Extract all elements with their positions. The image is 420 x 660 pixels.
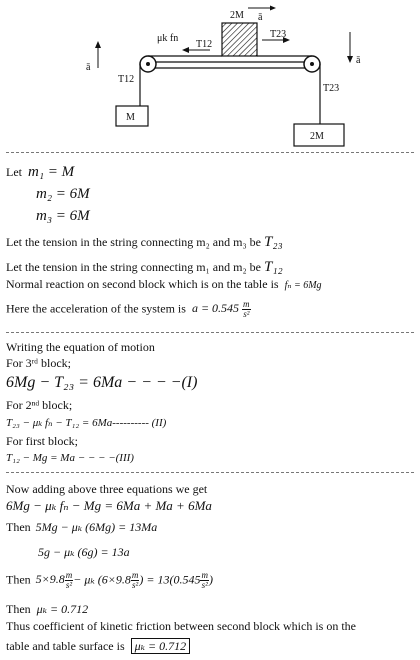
then-line-2: Then 5×9.8 $\frac{m}{\text{s²}}$ − μₖ (6×9.8 $\frac{m}{\text{s²}}$ ) = 13(0.545 $\frac{m}{\text{s²}}$ ) — [6, 570, 213, 590]
sum-equation: 6Mg − μₖ fₙ − Mg = 6Ma + Ma + 6Ma — [6, 498, 212, 513]
final-answer-box: μₖ = 0.712 — [131, 638, 191, 654]
normal-line: Normal reaction on second block which is on the table is fₙ = 6Mg — [6, 277, 322, 291]
pulley-diagram — [0, 0, 420, 150]
m1-def: m₁ = M — [28, 164, 75, 180]
five-g-equation: 5g − μₖ (6g) = 13a — [38, 545, 130, 559]
let-label: Let — [6, 165, 22, 179]
right-accel-label: ā — [356, 55, 361, 66]
right-block-mass: 2M — [310, 131, 324, 142]
t12-symbol: T₁₂ — [263, 259, 283, 275]
equation-two: T₂₃ − μₖ fₙ − T₁₂ = 6Ma---------- (II) — [6, 417, 167, 429]
for-first-block: For first block; — [6, 434, 78, 448]
accel-line: Here the acceleration of the system is a = 0.545 $\frac{m}{\text{s²}}$ — [6, 299, 250, 319]
t23-right-label: T23 — [323, 83, 340, 94]
t12-top-label: T12 — [196, 39, 213, 50]
writing-heading: Writing the equation of motion — [6, 340, 155, 354]
adding-line: Now adding above three equations we get — [6, 482, 208, 496]
t23-symbol: T₂₃ — [263, 234, 283, 250]
tension12-line: Let the tension in the string connecting m₁ and m₂ be T₁₂ — [6, 259, 283, 275]
top-block-mass: 2M — [230, 10, 244, 21]
then-equation-1: 5Mg − μₖ (6Mg) = 13Ma — [35, 520, 158, 534]
answer-line: table and table surface is μₖ = 0.712 — [6, 639, 190, 654]
unit-frac-2: $\frac{m}{\text{s²}}$ — [131, 570, 139, 590]
top-block — [222, 23, 257, 56]
then-line-3: Then μₖ = 0.712 — [6, 602, 89, 616]
left-accel-label: ā — [86, 62, 91, 73]
divider-bottom — [6, 472, 414, 473]
m3-def: m₃ = 6M — [36, 208, 90, 224]
equation-one: 6Mg − T₂₃ = 6Ma − − − −(I) — [6, 374, 198, 391]
t12-left-label: T12 — [118, 74, 135, 85]
then-equation-3: μₖ = 0.712 — [36, 602, 89, 616]
equation-three: T₁₂ − Mg = Ma − − − −(III) — [6, 452, 134, 464]
m2-def: m₂ = 6M — [36, 186, 90, 202]
normal-symbol: fₙ = 6Mg — [284, 280, 322, 291]
top-accel-label: ā — [258, 12, 263, 23]
accel-unit: $\frac{m}{\text{s²}}$ — [243, 299, 250, 319]
friction-label: μk fn — [157, 33, 179, 44]
left-block-mass: M — [126, 112, 135, 123]
tension23-line: Let the tension in the string connecting m₂ and m₃ be T₂₃ — [6, 234, 283, 250]
then-line-1: Then 5Mg − μₖ (6Mg) = 13Ma — [6, 520, 158, 534]
divider-middle — [6, 332, 414, 333]
let-line — [6, 164, 74, 181]
unit-frac-3: $\frac{m}{\text{s²}}$ — [201, 570, 208, 590]
for-third-block: For 3ʳᵈ block; — [6, 356, 72, 370]
thus-line: Thus coefficient of kinetic friction between second block which is on the — [6, 619, 357, 633]
for-second-block: For 2ⁿᵈ block; — [6, 398, 73, 412]
t23-top-label: T23 — [270, 29, 287, 40]
accel-value: a = 0.545 — [191, 301, 240, 316]
unit-frac-1: $\frac{m}{\text{s²}}$ — [65, 570, 73, 590]
divider-top — [6, 152, 414, 153]
